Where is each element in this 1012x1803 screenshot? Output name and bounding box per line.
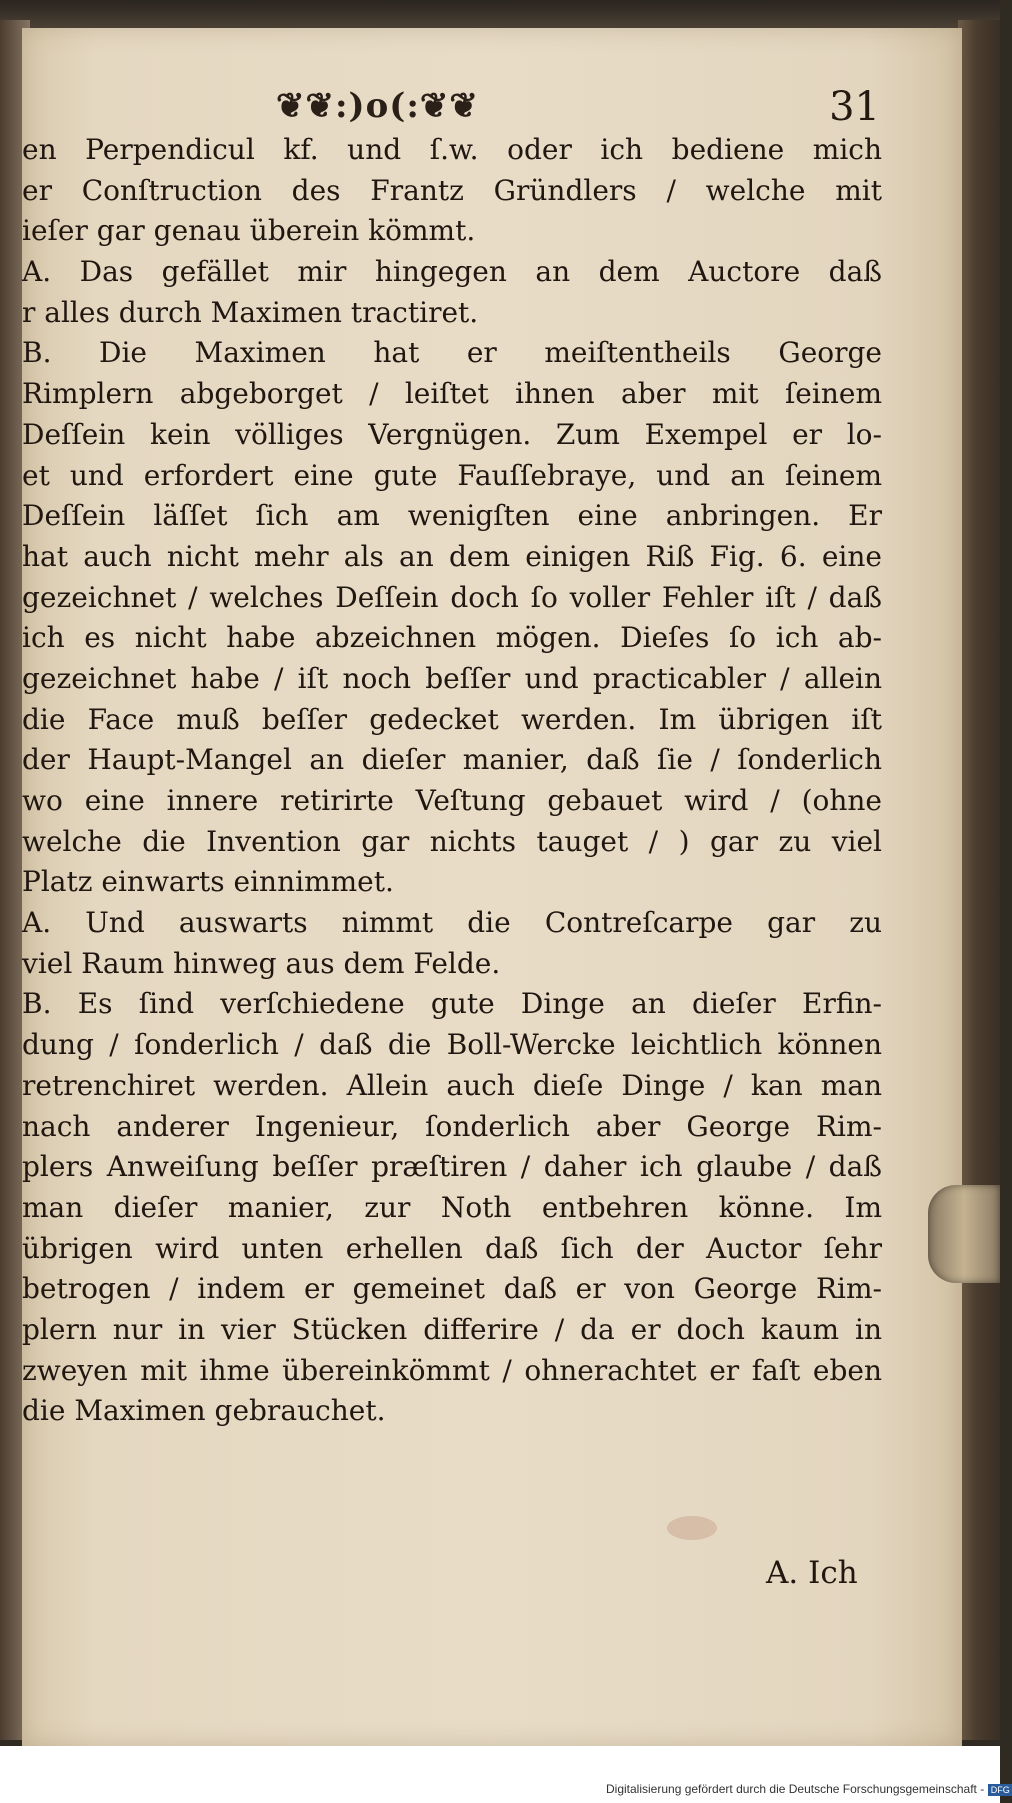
catchword: A. Ich <box>766 1555 858 1591</box>
text-line-24: retrenchiret werden. Allein auch dieſe Dinge / kan man <box>22 1068 882 1102</box>
text-line-19: Platz einwarts einnimmet. <box>22 865 394 899</box>
text-line-27: man dieſer manier, zur Noth entbehren könne. Im <box>22 1190 882 1224</box>
book-clasp <box>928 1185 1000 1283</box>
text-line-5: r alles durch Maximen tractiret. <box>22 295 479 329</box>
text-line-2: er Conſtruction des Frantz Gründlers / welche mit <box>22 173 882 207</box>
text-line-28: übrigen wird unten erhellen daß ſich der Auctor ſehr <box>22 1231 882 1265</box>
dfg-logo: DFG <box>988 1784 1012 1796</box>
text-line-29: betrogen / indem er gemeinet daß er von George Rim- <box>22 1272 882 1306</box>
text-line-15: die Face muß beſſer gedecket werden. Im übrigen iſt <box>22 702 882 736</box>
text-line-20: A. Und auswarts nimmt die Contreſcarpe gar zu <box>22 906 882 940</box>
text-line-1: en Perpendicul kf. und ſ.w. oder ich bediene mich <box>22 133 882 166</box>
text-line-11: hat auch nicht mehr als an dem einigen Riß Fig. 6. eine <box>22 539 882 573</box>
text-line-6: B. Die Maximen hat er meiſtentheils George <box>22 336 882 370</box>
header-ornament: ❦❦:)o(:❦❦ <box>276 86 479 126</box>
right-book-cover-edge <box>958 20 1000 1740</box>
text-line-3: ieſer gar genau überein kömmt. <box>22 214 476 248</box>
text-line-22: B. Es ſind verſchiedene gute Dinge an dieſer Erfin- <box>22 987 882 1021</box>
body-text <box>22 130 882 1432</box>
text-line-16: der Haupt-Mangel an dieſer manier, daß ſie / ſonderlich <box>22 743 882 777</box>
text-line-8: Deſſein kein völliges Vergnügen. Zum Exempel er lo- <box>22 417 882 451</box>
text-line-10: Deſſein läſſet ſich am wenigſten eine anbringen. Er <box>22 499 882 533</box>
text-line-23: dung / ſonderlich / daß die Boll-Wercke leichtlich können <box>22 1028 882 1062</box>
text-line-26: plers Anweiſung beſſer præſtiren / daher ich glaube / daß <box>22 1150 882 1184</box>
text-line-21: viel Raum hinweg aus dem Felde. <box>22 946 501 980</box>
digitization-credit <box>606 1782 1012 1796</box>
text-line-31: zweyen mit ihme übereinkömmt / ohnerachtet er faſt eben <box>22 1353 882 1387</box>
credit-text: Digitalisierung gefördert durch die Deutsche Forschungsgemeinschaft - <box>606 1782 985 1796</box>
text-line-32: die Maximen gebrauchet. <box>22 1394 386 1428</box>
text-line-18: welche die Invention gar nichts tauget / ) gar zu viel <box>22 824 882 858</box>
text-line-25: nach anderer Ingenieur, ſonderlich aber George Rim- <box>22 1109 882 1143</box>
text-line-17: wo eine innere retirirte Veſtung gebauet wird / (ohne <box>22 784 882 817</box>
text-line-9: et und erfordert eine gute Fauſſebraye, und an ſeinem <box>22 458 882 492</box>
text-line-12: gezeichnet / welches Deſſein doch ſo voller Fehler iſt / daß <box>22 580 882 614</box>
text-line-14: gezeichnet habe / iſt noch beſſer und practicabler / allein <box>22 661 882 695</box>
text-line-7: Rimplern abgeborget / leiſtet ihnen aber mit ſeinem <box>22 377 882 411</box>
text-line-13: ich es nicht habe abzeichnen mögen. Dieſes ſo ich ab- <box>22 621 882 655</box>
text-line-30: plern nur in vier Stücken differire / da er doch kaum in <box>22 1312 882 1346</box>
text-line-4: A. Das gefället mir hingegen an dem Auctore daß <box>22 255 882 289</box>
top-page-edge <box>0 0 1000 28</box>
page-header <box>276 82 884 134</box>
paper-stain <box>667 1516 717 1540</box>
page-number: 31 <box>829 84 880 130</box>
